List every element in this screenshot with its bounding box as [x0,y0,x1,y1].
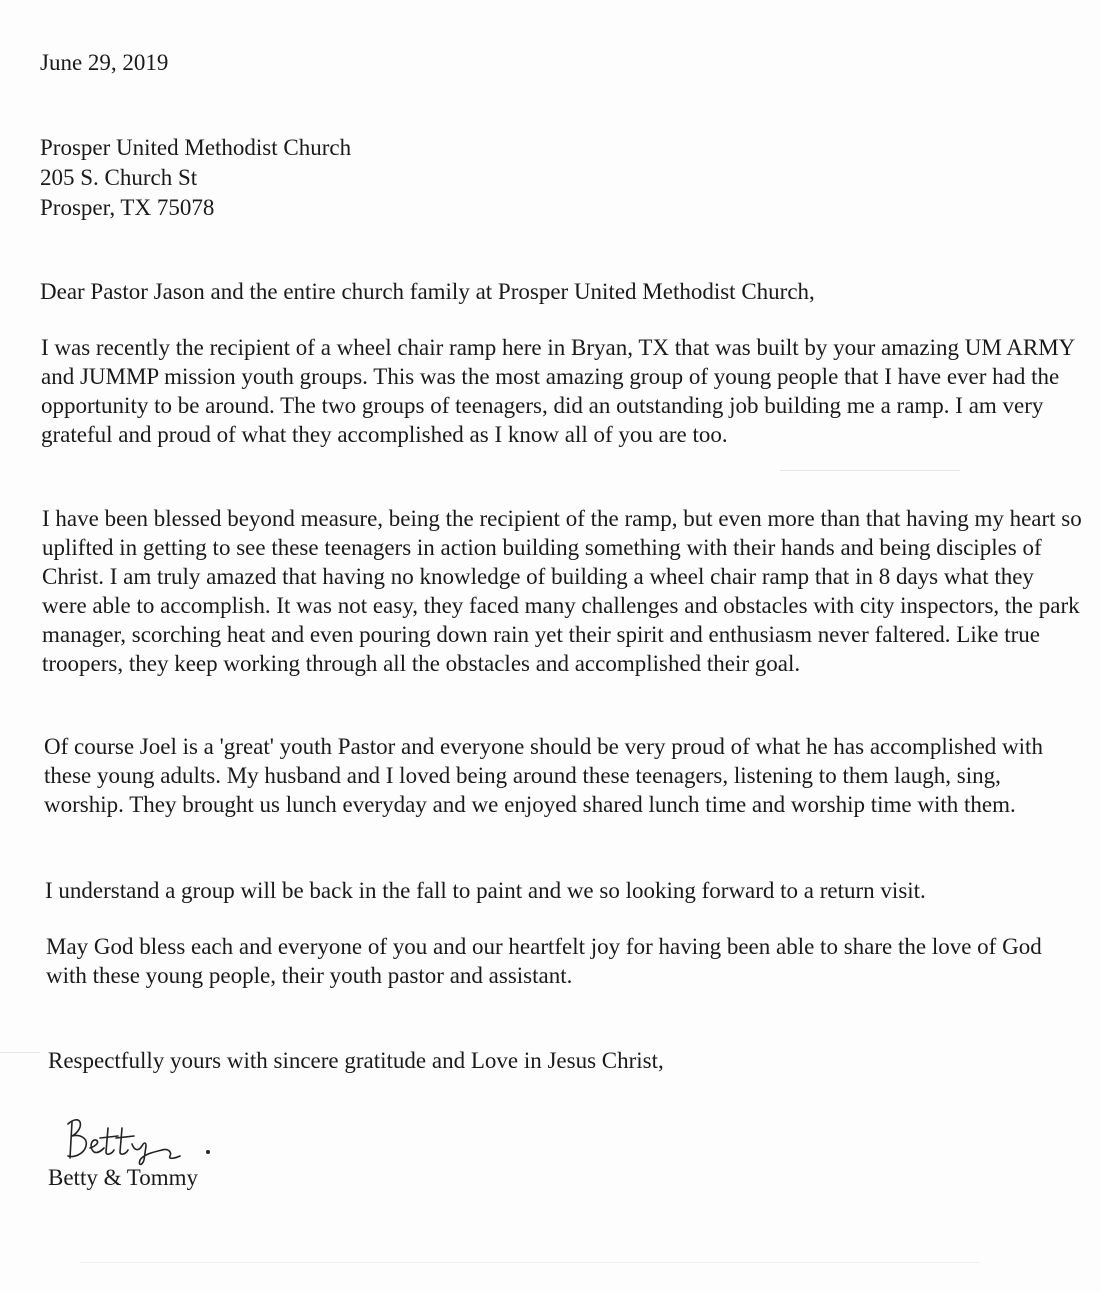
address-line-1: Prosper United Methodist Church [40,135,352,160]
signatories: Betty & Tommy [48,1165,199,1190]
scan-artifact [80,1262,980,1263]
salutation: Dear Pastor Jason and the entire church family at Prosper United Methodist Church, [40,279,815,304]
body-paragraph-2: I have been blessed beyond measure, being the recipient of the ramp, but even more than that having my heart so uplifted in getting to see these teenagers in action building something with their hands and being disciples of Christ. I am truly amazed that having no knowledge of building a wheel chair ramp that in 8 days what they were able to accomplish. It was not easy, they faced many challenges and obstacles with city inspectors, the park manager, scorching heat and even pouring down rain yet their spirit and enthusiasm never faltered. Like true troopers, they keep working through all the obstacles and accomplished their goal. [42,506,1082,676]
body-paragraph-1: I was recently the recipient of a wheel chair ramp here in Bryan, TX that was built by your amazing UM ARMY and JUMMP mission youth groups. This was the most amazing group of young people that I have ever had the opportunity to be around. The two groups of teenagers, did an outstanding job building me a ramp. I am very grateful and proud of what they accomplished as I know all of you are too. [41,335,1075,447]
letter-date: June 29, 2019 [40,50,169,75]
address-line-2: 205 S. Church St [40,165,198,190]
body-paragraph-4: I understand a group will be back in the fall to paint and we so looking forward to a return visit. [45,878,926,903]
closing: Respectfully yours with sincere gratitude and Love in Jesus Christ, [48,1048,664,1073]
scan-artifact [0,1052,40,1053]
address-line-3: Prosper, TX 75078 [40,195,215,220]
scan-artifact [780,470,960,471]
body-paragraph-5: May God bless each and everyone of you and our heartfelt joy for having been able to share the love of God with these young people, their youth pastor and assistant. [46,934,1042,988]
body-paragraph-3: Of course Joel is a 'great' youth Pastor and everyone should be very proud of what he has accomplished with these young adults. My husband and I loved being around these teenagers, listening to them laugh, sing, worship. They brought us lunch everyday and we enjoyed shared lunch time and worship time with them. [44,734,1043,817]
